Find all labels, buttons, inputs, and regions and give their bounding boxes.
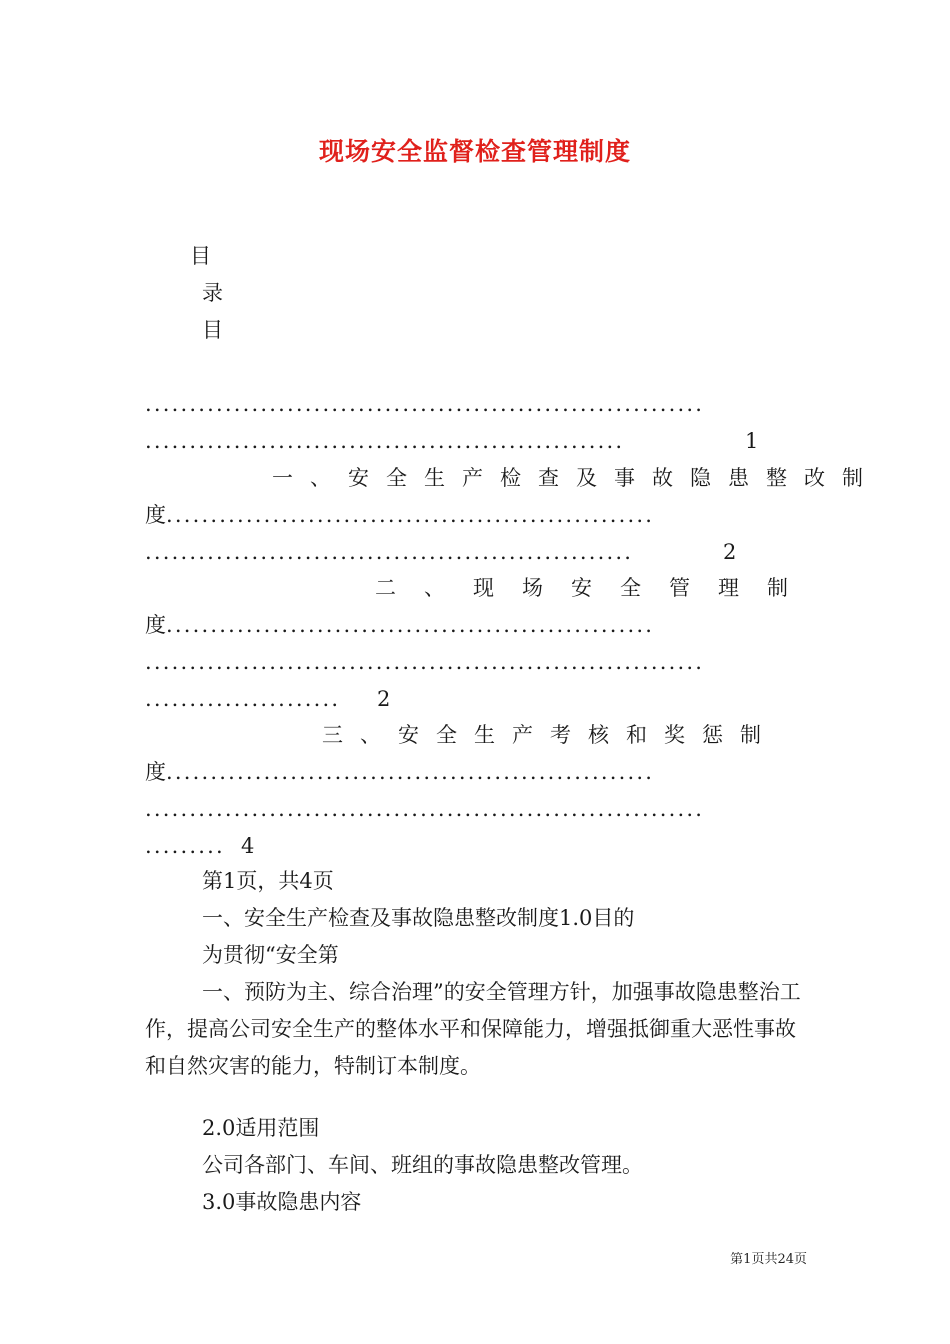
toc-entry-2-line-4 [145,687,805,711]
toc-entry-2-line-2 [145,613,805,637]
toc-dots: ....................................................... [166,760,655,784]
toc-entry-1-line-2 [145,503,805,527]
toc-dots: ............................................................... [145,392,705,416]
toc-page-number: 2 [723,540,737,564]
toc-entry-title-text: 三、安全生产考核和奖惩制 [322,723,778,747]
toc-page-number: 2 [377,687,391,711]
toc-dots: ....................................................... [145,540,634,564]
toc-entry-tail: 度 [145,503,166,527]
toc-entry-3-line-4 [145,834,805,858]
scope-text: 公司各部门、车间、班组的事故隐患整改管理。 [202,1153,643,1177]
toc-entry-title-text: 一、安全生产检查及事故隐患整改制 [272,466,880,490]
toc-entry-2-title [375,576,816,600]
toc-entry-3-line-3 [145,797,805,821]
toc-heading-char: 录 [202,281,223,305]
toc-entry-1-line-3 [145,540,805,564]
toc-entry-3-line-2 [145,760,805,784]
toc-page-number: 4 [241,834,255,858]
toc-entry-0-line-2 [145,392,805,416]
page-footer: 第1页共24页 [730,1252,807,1267]
document-title: 现场安全监督检查管理制度 [318,137,631,166]
toc-entry-0-line-3 [145,429,805,453]
toc-heading-char: 目 [202,318,223,342]
toc-dots: ...................... [145,687,341,711]
scope-heading: 2.0适用范围 [202,1116,320,1140]
toc-dots: ....................................................... [166,503,655,527]
toc-entry-3-title [322,723,805,747]
paragraph: 一、预防为主、综合治理”的安全管理方针，加强事故隐患整治工作，提高公司安全生产的整体水平和保障能力，增强抵御重大恶性事故和自然灾害的能力，特制订本制度。 [145,980,801,1078]
toc-heading-char: 目 [190,244,211,268]
toc-entry-tail: 度 [145,613,166,637]
content-heading: 3.0事故隐患内容 [202,1190,362,1214]
section-heading: 一、安全生产检查及事故隐患整改制度1.0目的 [202,906,635,930]
toc-dots: ....................................................... [166,613,655,637]
toc-entry-title-text: 二、现场安全管理制 [375,576,816,600]
page-marker: 第1页，共4页 [202,869,334,893]
toc-entry-2-line-3 [145,650,805,674]
toc-page-number: 1 [745,429,759,453]
toc-dots: ...................................................... [145,429,625,453]
toc-entry-tail: 度 [145,760,166,784]
toc-dots: ......... [145,834,225,858]
toc-entry-1-title [272,466,880,490]
paragraph: 为贯彻“安全第 [202,943,339,967]
toc-dots: ............................................................... [145,650,705,674]
toc-dots: ............................................................... [145,797,705,821]
